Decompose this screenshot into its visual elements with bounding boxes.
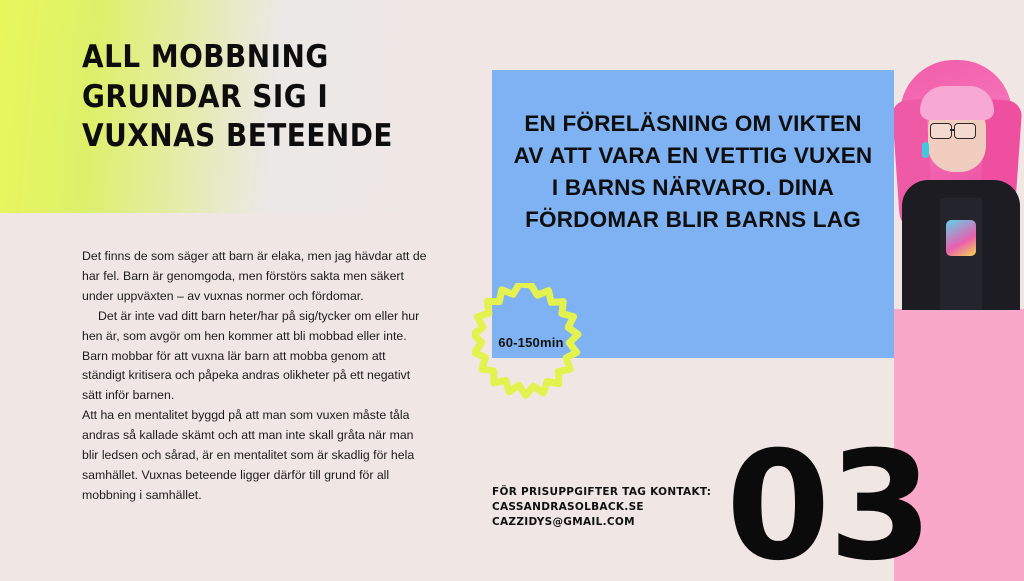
portrait-earring bbox=[922, 142, 929, 158]
duration-badge-label: 60-150min bbox=[498, 334, 564, 350]
portrait-fringe bbox=[920, 86, 994, 120]
contact-website[interactable]: CASSANDRASOLBACK.SE bbox=[492, 500, 644, 513]
page-number: 03 bbox=[726, 420, 931, 581]
speaker-portrait bbox=[894, 60, 1024, 310]
page-title: ALL MOBBNING GRUNDAR SIG I VUXNAS BETEENDE bbox=[82, 39, 393, 155]
contact-email[interactable]: CAZZIDYS@GMAIL.COM bbox=[492, 515, 635, 528]
glasses-bridge-icon bbox=[950, 129, 955, 131]
glasses-left-lens-icon bbox=[930, 123, 952, 139]
header-gradient-block bbox=[0, 0, 438, 213]
body-paragraph-3: Att ha en mentalitet byggd på att man som vuxen måste tåla andras så kallade skämt och att man inte skall gråta när man blir ledsen och sårad, är en mentalitet som är skadlig för hela samhället. Vuxnas beteende ligger därför till grund för all mobbning i samhället. bbox=[82, 408, 415, 502]
body-paragraph-2: Det är inte vad ditt barn heter/har på sig/tycker om eller hur hen är, som avgör om hen kommer att bli mobbad eller inte. Barn mobbar för att vuxna lär barn att mobba genom att ständigt kritisera och påpeka andras olikheter på ett negativt sätt inför barnen. bbox=[82, 308, 420, 403]
duration-badge bbox=[472, 283, 590, 401]
lecture-panel-text: EN FÖRELÄSNING OM VIKTEN AV ATT VARA EN VETTIG VUXEN I BARNS NÄRVARO. DINA FÖRDOMAR BLIR BARNS LAG bbox=[513, 111, 873, 232]
glasses-right-lens-icon bbox=[954, 123, 976, 139]
portrait-shirt-graphic bbox=[946, 220, 976, 256]
contact-heading: FÖR PRISUPPGIFTER TAG KONTAKT: bbox=[492, 486, 712, 498]
body-copy bbox=[82, 247, 430, 506]
contact-block bbox=[492, 485, 711, 530]
body-paragraph-1: Det finns de som säger att barn är elaka, men jag hävdar att de har fel. Barn är genomgoda, men förstörs sakta men säkert under uppväxten – av vuxnas normer och fördomar. bbox=[82, 249, 427, 303]
